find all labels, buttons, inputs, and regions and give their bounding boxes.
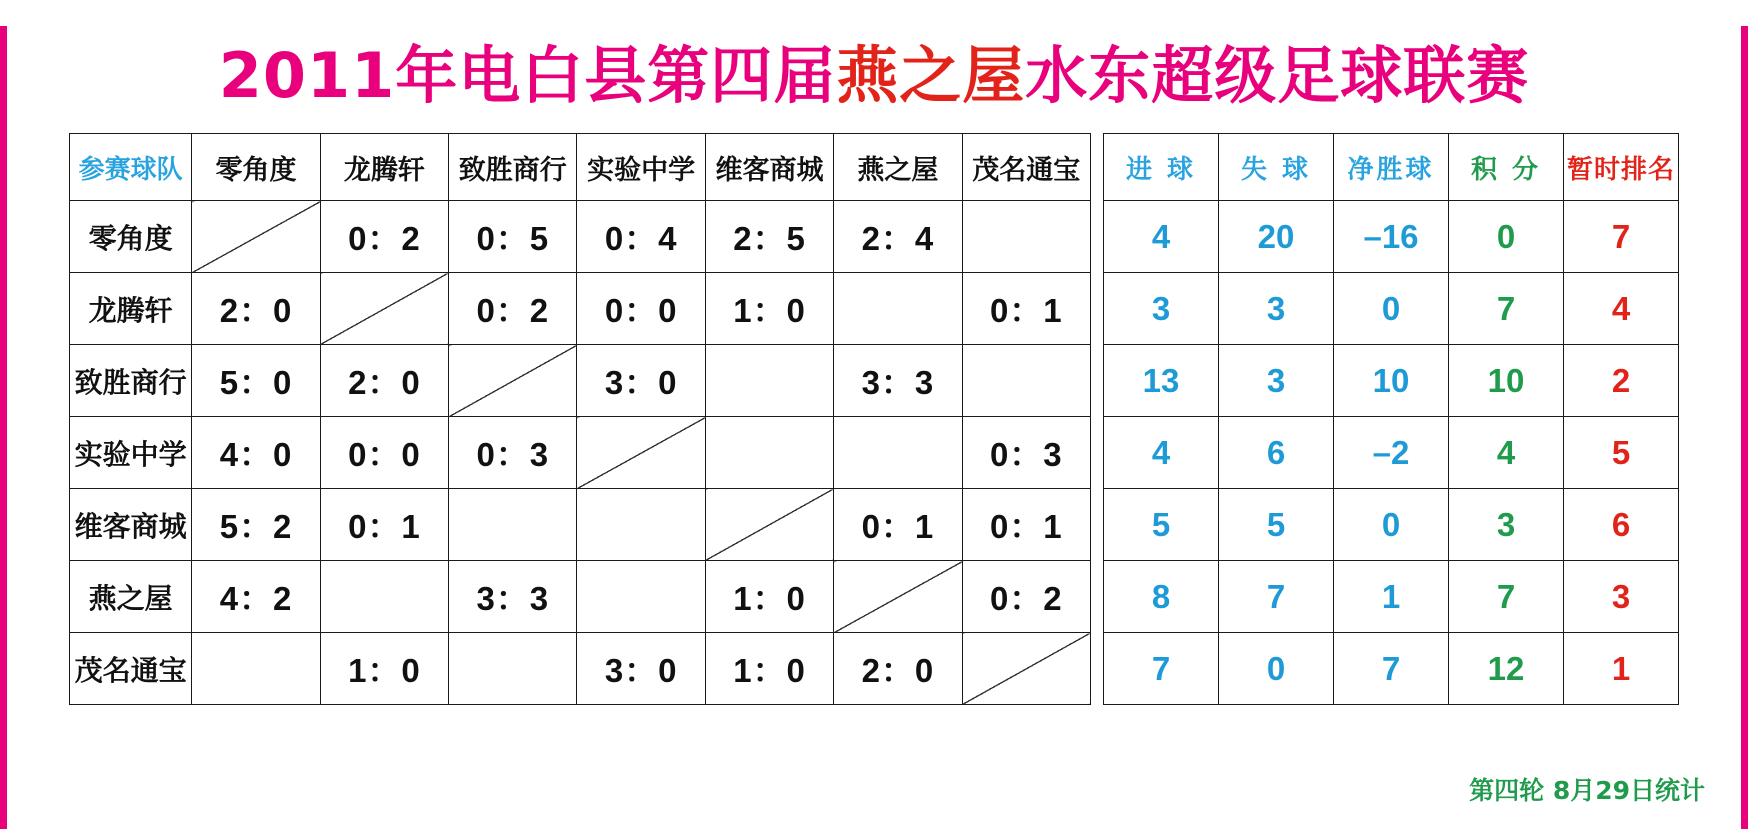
standings-rank: 7 <box>1564 201 1679 273</box>
table-row <box>70 561 1091 633</box>
standings-goals-against: 3 <box>1219 345 1334 417</box>
matrix-cell: 0：1 <box>962 273 1090 345</box>
matrix-cell: 1：0 <box>705 561 833 633</box>
title-part-1: 2011年电白县第四届 <box>218 39 837 112</box>
matrix-cell: 0：3 <box>449 417 577 489</box>
matrix-cell: 3：3 <box>834 345 962 417</box>
matrix-header-row <box>70 134 1091 201</box>
tables-container <box>69 133 1679 705</box>
matrix-row-header: 致胜商行 <box>70 345 192 417</box>
matrix-cell <box>577 489 705 561</box>
standings-rank: 4 <box>1564 273 1679 345</box>
standings-goals-against: 20 <box>1219 201 1334 273</box>
table-row <box>70 417 1091 489</box>
title-sponsor: 燕之屋 <box>836 39 1026 112</box>
standings-goals-for: 3 <box>1104 273 1219 345</box>
matrix-col-header: 致胜商行 <box>449 134 577 201</box>
standings-header-goal-diff: 净胜球 <box>1334 134 1449 201</box>
matrix-cell <box>449 633 577 705</box>
matrix-cell-self <box>577 417 705 489</box>
matrix-cell: 0：1 <box>320 489 448 561</box>
table-row <box>70 345 1091 417</box>
matrix-cell <box>834 417 962 489</box>
matrix-cell <box>192 633 320 705</box>
standings-points: 7 <box>1449 561 1564 633</box>
table-row <box>1104 633 1679 705</box>
table-row <box>1104 417 1679 489</box>
matrix-cell: 3：0 <box>577 633 705 705</box>
standings-goals-against: 7 <box>1219 561 1334 633</box>
standings-goals-against: 6 <box>1219 417 1334 489</box>
matrix-col-header: 零角度 <box>192 134 320 201</box>
matrix-cell: 2：4 <box>834 201 962 273</box>
matrix-corner-header: 参赛球队 <box>70 134 192 201</box>
standings-header-points: 积 分 <box>1449 134 1564 201</box>
matrix-row-header: 实验中学 <box>70 417 192 489</box>
standings-points: 4 <box>1449 417 1564 489</box>
standings-goal-diff: 0 <box>1334 273 1449 345</box>
standings-goals-for: 4 <box>1104 201 1219 273</box>
matrix-cell: 1：0 <box>705 273 833 345</box>
standings-goals-against: 3 <box>1219 273 1334 345</box>
standings-goals-for: 8 <box>1104 561 1219 633</box>
matrix-row-header: 维客商城 <box>70 489 192 561</box>
table-row <box>1104 345 1679 417</box>
standings-goals-for: 4 <box>1104 417 1219 489</box>
standings-rank: 3 <box>1564 561 1679 633</box>
standings-goals-for: 13 <box>1104 345 1219 417</box>
results-matrix-table <box>69 133 1091 705</box>
matrix-row-header: 龙腾轩 <box>70 273 192 345</box>
matrix-cell: 0：4 <box>577 201 705 273</box>
matrix-cell <box>705 345 833 417</box>
matrix-cell <box>577 561 705 633</box>
matrix-row-header: 茂名通宝 <box>70 633 192 705</box>
standings-header-rank: 暂时排名 <box>1564 134 1679 201</box>
standings-points: 7 <box>1449 273 1564 345</box>
matrix-cell: 2：0 <box>192 273 320 345</box>
table-row <box>1104 273 1679 345</box>
matrix-cell <box>834 273 962 345</box>
matrix-cell: 0：1 <box>962 489 1090 561</box>
matrix-col-header: 茂名通宝 <box>962 134 1090 201</box>
matrix-cell-self <box>449 345 577 417</box>
table-row <box>70 633 1091 705</box>
matrix-cell <box>320 561 448 633</box>
matrix-cell: 5：0 <box>192 345 320 417</box>
standings-goal-diff: 7 <box>1334 633 1449 705</box>
matrix-row-header: 燕之屋 <box>70 561 192 633</box>
standings-rank: 6 <box>1564 489 1679 561</box>
matrix-col-header: 实验中学 <box>577 134 705 201</box>
standings-table <box>1103 133 1679 705</box>
table-row <box>1104 201 1679 273</box>
standings-goals-for: 7 <box>1104 633 1219 705</box>
standings-goals-against: 0 <box>1219 633 1334 705</box>
standings-goal-diff: 0 <box>1334 489 1449 561</box>
matrix-cell-self <box>962 633 1090 705</box>
matrix-cell: 1：0 <box>320 633 448 705</box>
title-part-3: 水东超级足球联赛 <box>1025 39 1530 112</box>
matrix-cell-self <box>834 561 962 633</box>
matrix-cell: 4：0 <box>192 417 320 489</box>
standings-goals-against: 5 <box>1219 489 1334 561</box>
table-row <box>70 273 1091 345</box>
table-row <box>70 489 1091 561</box>
matrix-cell: 2：0 <box>834 633 962 705</box>
standings-points: 3 <box>1449 489 1564 561</box>
standings-rank: 1 <box>1564 633 1679 705</box>
matrix-cell: 0：2 <box>449 273 577 345</box>
standings-goal-diff: –2 <box>1334 417 1449 489</box>
standings-rank: 2 <box>1564 345 1679 417</box>
matrix-cell-self <box>192 201 320 273</box>
matrix-cell: 1：0 <box>705 633 833 705</box>
standings-points: 12 <box>1449 633 1564 705</box>
table-row <box>1104 561 1679 633</box>
matrix-cell: 3：3 <box>449 561 577 633</box>
standings-points: 10 <box>1449 345 1564 417</box>
matrix-cell: 0：2 <box>320 201 448 273</box>
matrix-cell: 2：5 <box>705 201 833 273</box>
matrix-cell <box>449 489 577 561</box>
standings-goal-diff: –16 <box>1334 201 1449 273</box>
matrix-col-header: 维客商城 <box>705 134 833 201</box>
standings-goal-diff: 1 <box>1334 561 1449 633</box>
matrix-cell: 0：0 <box>577 273 705 345</box>
footer-note: 第四轮 8月29日统计 <box>1469 776 1705 805</box>
matrix-cell: 2：0 <box>320 345 448 417</box>
standings-rank: 5 <box>1564 417 1679 489</box>
matrix-col-header: 龙腾轩 <box>320 134 448 201</box>
matrix-cell: 0：1 <box>834 489 962 561</box>
matrix-cell: 0：3 <box>962 417 1090 489</box>
matrix-cell: 4：2 <box>192 561 320 633</box>
matrix-cell <box>705 417 833 489</box>
matrix-cell: 3：0 <box>577 345 705 417</box>
poster-page <box>0 26 1748 829</box>
standings-header-row <box>1104 134 1679 201</box>
standings-points: 0 <box>1449 201 1564 273</box>
matrix-cell <box>962 201 1090 273</box>
matrix-cell <box>962 345 1090 417</box>
standings-header-goals-against: 失 球 <box>1219 134 1334 201</box>
standings-goal-diff: 10 <box>1334 345 1449 417</box>
standings-header-goals-for: 进 球 <box>1104 134 1219 201</box>
matrix-col-header: 燕之屋 <box>834 134 962 201</box>
matrix-cell: 5：2 <box>192 489 320 561</box>
table-row <box>70 201 1091 273</box>
matrix-cell-self <box>705 489 833 561</box>
matrix-row-header: 零角度 <box>70 201 192 273</box>
table-row <box>1104 489 1679 561</box>
matrix-cell: 0：0 <box>320 417 448 489</box>
matrix-cell-self <box>320 273 448 345</box>
page-title <box>7 26 1741 115</box>
matrix-cell: 0：2 <box>962 561 1090 633</box>
matrix-cell: 0：5 <box>449 201 577 273</box>
standings-goals-for: 5 <box>1104 489 1219 561</box>
